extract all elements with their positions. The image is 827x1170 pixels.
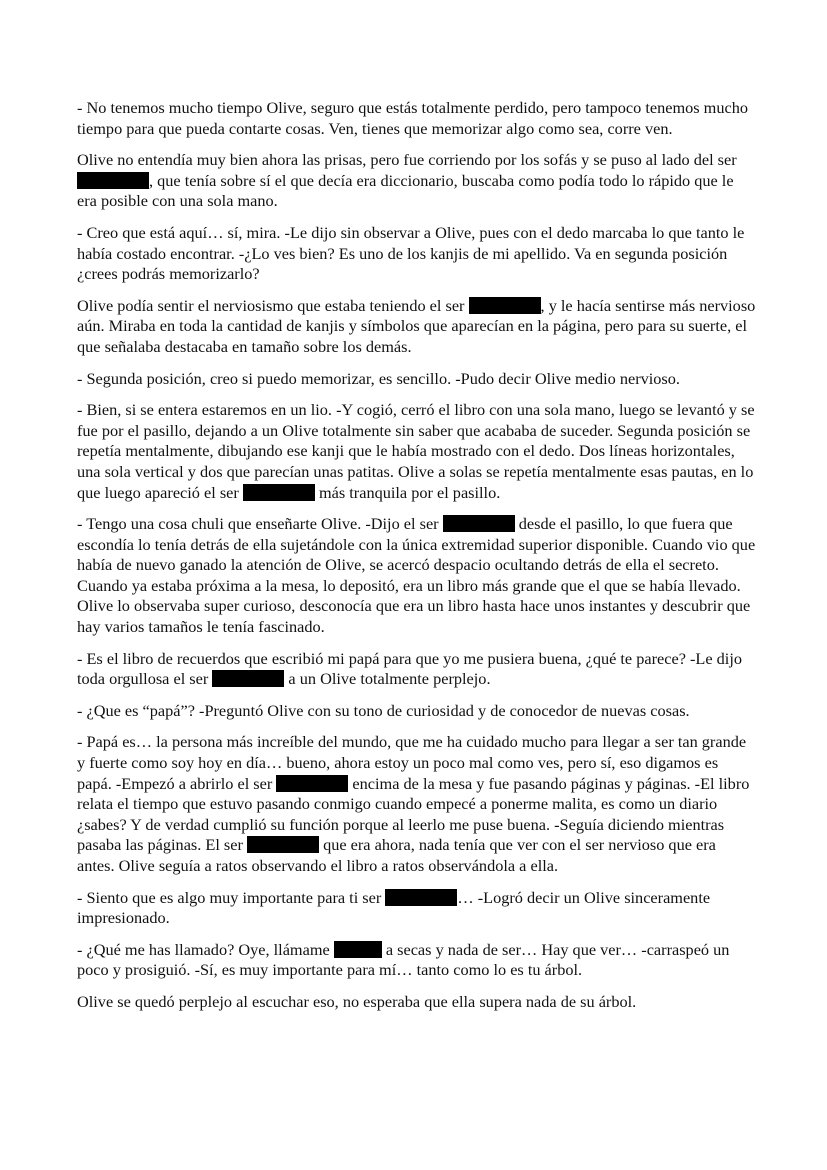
redacted-name — [247, 836, 319, 853]
paragraph-text: más tranquila por el pasillo. — [314, 482, 501, 502]
paragraph-9 — [77, 701, 757, 722]
paragraph-text: desde el pasillo, lo que fuera que escondía lo tenía detrás de ella sujetándole con la única extremidad superior disponible. Cuando vio que había de nuevo ganado la atención de Olive, se acercó despacio ocultando detrás de ella el secreto. Cuando ya estaba próxima a la mesa, lo depositó, era un libro más grande que el que se había llevado. Olive lo observaba super curioso, desconocía que era un libro hasta hace unos instantes y descubrir que hay varios tamaños le tenía fascinado. — [77, 514, 756, 637]
paragraph-text: , y le hacía sentirse más nervioso aún. Miraba en toda la cantidad de kanjis y símbolos que aparecían en la página, pero para su suerte, el que señalaba destacaba en tamaño sobre los demás. — [77, 295, 756, 356]
paragraph-text: - Papá es… la persona más increíble del mundo, que me ha cuidado mucho para llegar a ser tan grande y fuerte como soy hoy en día… bueno, ahora estoy un poco mal como ves, pero sí, eso digamos es papá. -Empezó a abrirlo el ser — [77, 732, 747, 793]
paragraph-text: - Bien, si se entera estaremos en un lio. -Y cogió, cerró el libro con una sola mano, luego se levantó y se fue por el pasillo, dejando a un Olive totalmente sin saber que acababa de suceder. Segunda posición se repetía mentalmente, dibujando ese kanji que le había mostrado con el dedo. Dos líneas horizontales, una sola vertical y dos que parecían unas patitas. Olive a solas se repetía mentalmente esas pautas, en lo que luego apareció el ser — [77, 400, 755, 502]
paragraph-12 — [77, 940, 757, 981]
paragraph-text: a un Olive totalmente perplejo. — [284, 669, 491, 689]
redacted-name — [469, 297, 541, 314]
paragraph-text: - Siento que es algo muy importante para ti ser — [77, 887, 386, 907]
paragraph-3 — [77, 223, 757, 285]
paragraph-text: Olive podía sentir el nerviosismo que estaba teniendo el ser — [77, 295, 469, 315]
paragraph-text: Olive no entendía muy bien ahora las prisas, pero fue corriendo por los sofás y se puso al lado del ser — [77, 150, 737, 170]
paragraph-text: Olive se quedó perplejo al escuchar eso, no esperaba que ella supera nada de su árbol. — [77, 991, 637, 1011]
paragraph-text: que era ahora, nada tenía que ver con el ser nervioso que era antes. Olive seguía a ratos observando el libro a ratos observándola a ella. — [77, 835, 716, 875]
paragraph-8 — [77, 649, 757, 690]
redacted-name — [334, 941, 382, 958]
paragraph-text: , que tenía sobre sí el que decía era diccionario, buscaba como podía todo lo rápido que le era posible con una sola mano. — [77, 170, 734, 211]
paragraph-text: - Tengo una cosa chuli que enseñarte Olive. -Dijo el ser — [77, 514, 443, 534]
paragraph-13 — [77, 992, 757, 1013]
paragraph-text: … -Logró decir un Olive sinceramente impresionado. — [77, 887, 711, 928]
redacted-name — [77, 172, 149, 189]
paragraph-text: - Segunda posición, creo si puedo memorizar, es sencillo. -Pudo decir Olive medio nervioso. — [77, 368, 680, 388]
paragraph-7 — [77, 514, 757, 638]
paragraph-text: - No tenemos mucho tiempo Olive, seguro que estás totalmente perdido, pero tampoco tenemos mucho tiempo para que pueda contarte cosas. Ven, tienes que memorizar algo como sea, corre ven. — [77, 98, 748, 138]
paragraph-1 — [77, 98, 757, 139]
paragraph-4 — [77, 296, 757, 358]
redacted-name — [385, 889, 457, 906]
paragraph-10 — [77, 732, 757, 876]
redacted-name — [243, 484, 315, 501]
paragraph-6 — [77, 400, 757, 503]
paragraph-text: - ¿Que es “papá”? -Preguntó Olive con su tono de curiosidad y de conocedor de nuevas cosas. — [77, 700, 690, 720]
paragraph-text: - Creo que está aquí… sí, mira. -Le dijo sin observar a Olive, pues con el dedo marcaba lo que tanto le había costado encontrar. -¿Lo ves bien? Es uno de los kanjis de mi apellido. Va en segunda posición ¿crees podrás memorizarlo? — [77, 222, 745, 284]
paragraph-2 — [77, 150, 757, 212]
paragraph-11 — [77, 888, 757, 929]
paragraph-text: encima de la mesa y fue pasando páginas y páginas. -El libro relata el tiempo que estuvo pasando conmigo cuando empecé a ponerme malita, es como un diario ¿sabes? Y de verdad cumplió su función porque al leerlo me puse buena. -Seguía diciendo mientras pasaba las páginas. El ser — [77, 773, 750, 855]
redacted-name — [443, 515, 515, 532]
paragraph-text: - Es el libro de recuerdos que escribió mi papá para que yo me pusiera buena, ¿qué te parece? -Le dijo toda orgullosa el ser — [77, 648, 742, 689]
redacted-name — [276, 775, 348, 792]
redacted-name — [212, 670, 284, 687]
paragraph-text: - ¿Qué me has llamado? Oye, llámame — [77, 939, 334, 959]
paragraph-5 — [77, 369, 757, 390]
paragraph-text: a secas y nada de ser… Hay que ver… -carraspeó un poco y prosiguió. -Sí, es muy importante para mí… tanto como lo es tu árbol. — [77, 939, 730, 980]
document-page — [77, 98, 757, 1024]
